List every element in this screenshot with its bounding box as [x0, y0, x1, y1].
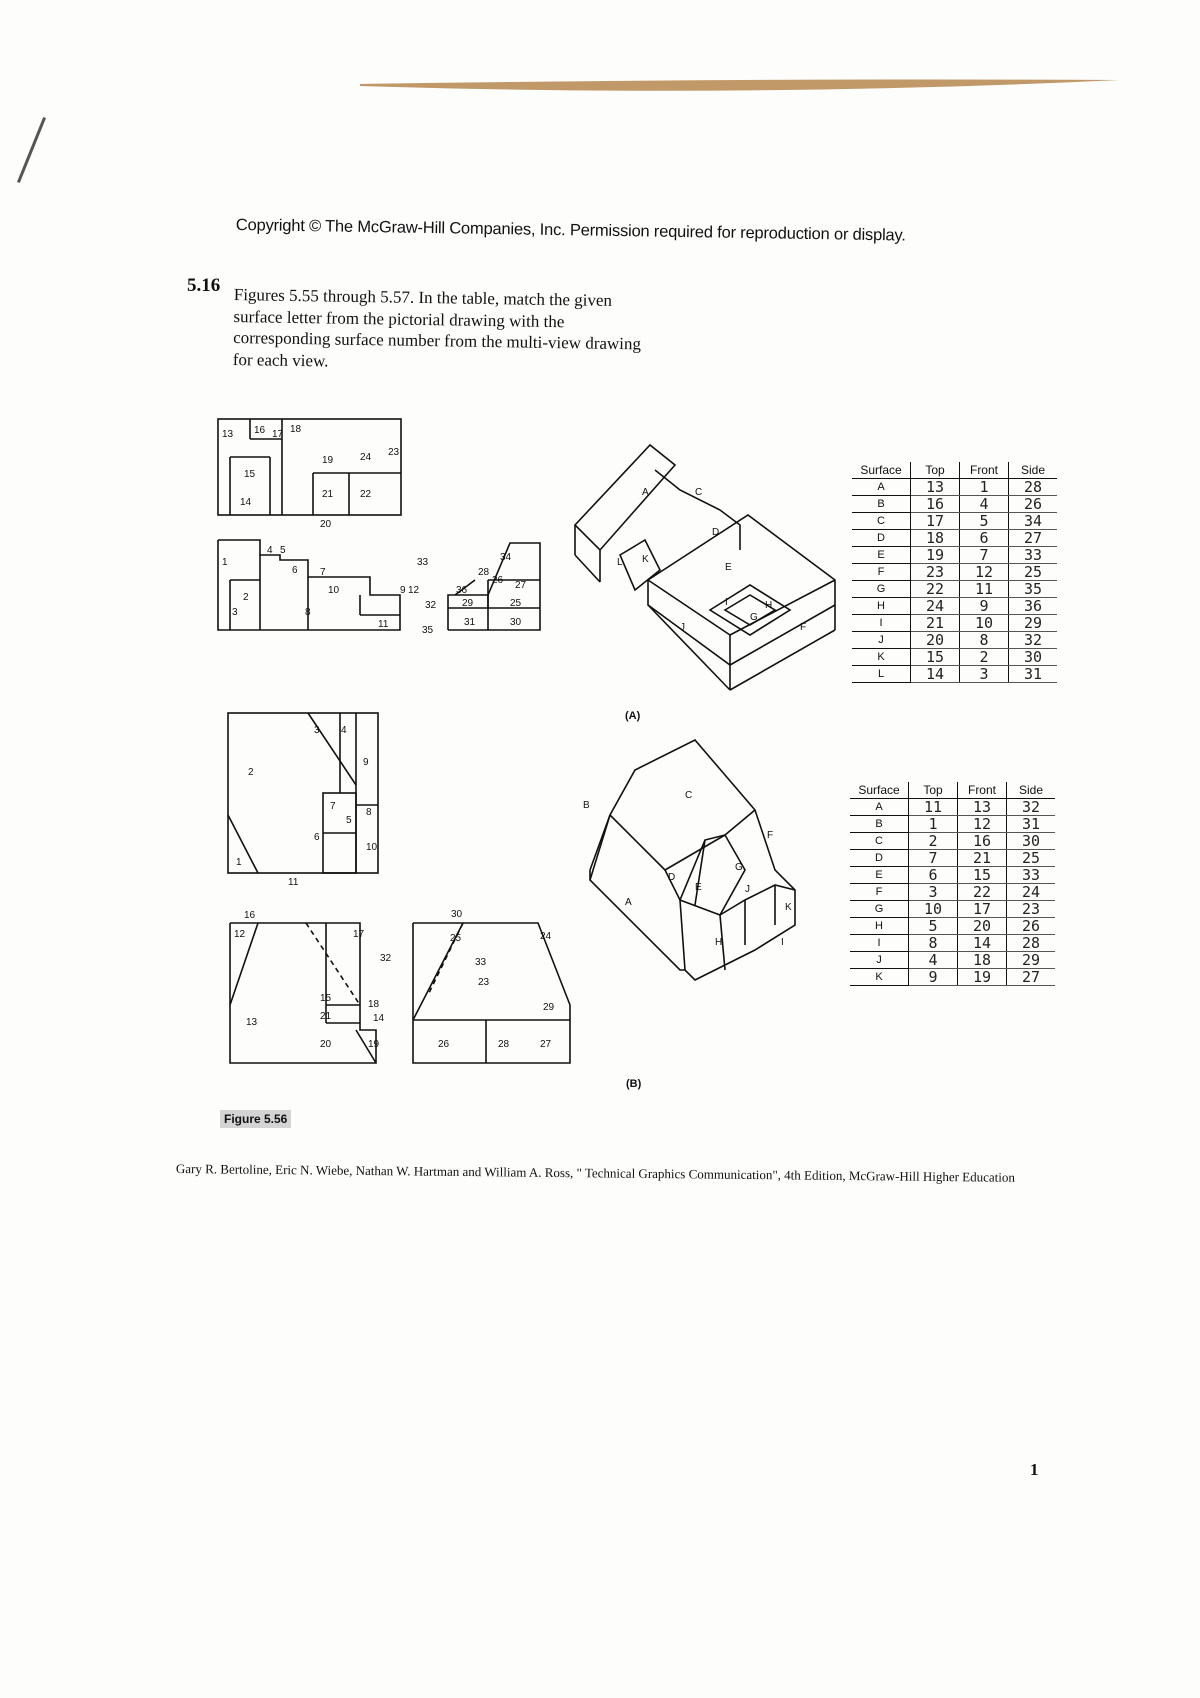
- svg-text:27: 27: [540, 1039, 552, 1050]
- panel-a-table: [852, 462, 1057, 683]
- side-cell: 35: [1009, 581, 1058, 598]
- surface-cell: J: [850, 952, 909, 969]
- top-cell: 13: [911, 479, 960, 496]
- top-cell: 4: [909, 952, 958, 969]
- side-cell: 36: [1009, 598, 1058, 615]
- svg-text:24: 24: [540, 931, 552, 942]
- svg-text:D: D: [712, 527, 720, 538]
- top-cell: 14: [911, 666, 960, 683]
- top-cell: 19: [911, 547, 960, 564]
- surface-cell: H: [850, 918, 909, 935]
- svg-text:25: 25: [450, 933, 462, 944]
- top-cell: 6: [909, 867, 958, 884]
- top-cell: 2: [909, 833, 958, 850]
- surface-cell: A: [852, 479, 911, 496]
- front-cell: 11: [960, 581, 1009, 598]
- panel-b-label: (B): [626, 1078, 642, 1090]
- svg-text:I: I: [781, 937, 784, 948]
- side-cell: 24: [1007, 884, 1056, 901]
- svg-text:35: 35: [422, 625, 434, 636]
- surface-cell: L: [852, 666, 911, 683]
- table-row: [850, 799, 1055, 816]
- svg-text:I: I: [725, 597, 728, 608]
- table-row: [852, 598, 1057, 615]
- svg-text:K: K: [785, 902, 792, 913]
- top-cell: 7: [909, 850, 958, 867]
- pencil-mark: [17, 117, 46, 183]
- header-side: Side: [1007, 782, 1056, 799]
- front-cell: 9: [960, 598, 1009, 615]
- front-cell: 20: [958, 918, 1007, 935]
- svg-text:26: 26: [438, 1039, 450, 1050]
- panel-b-pictorial: [585, 740, 845, 990]
- surface-cell: F: [852, 564, 911, 581]
- front-cell: 19: [958, 969, 1007, 986]
- top-cell: 22: [911, 581, 960, 598]
- svg-text:32: 32: [380, 953, 392, 964]
- side-cell: 28: [1007, 935, 1056, 952]
- front-cell: 21: [958, 850, 1007, 867]
- tape-strip: [360, 78, 1120, 102]
- front-cell: 6: [960, 530, 1009, 547]
- svg-text:12: 12: [408, 585, 420, 596]
- svg-text:33: 33: [417, 557, 429, 568]
- side-cell: 29: [1007, 952, 1056, 969]
- svg-text:15: 15: [320, 993, 332, 1004]
- panel-a-label: (A): [625, 710, 641, 722]
- svg-text:29: 29: [543, 1002, 555, 1013]
- side-cell: 25: [1007, 850, 1056, 867]
- surface-cell: E: [852, 547, 911, 564]
- svg-text:12: 12: [234, 929, 246, 940]
- svg-text:20: 20: [320, 1039, 332, 1050]
- svg-text:28: 28: [478, 567, 490, 578]
- svg-text:22: 22: [360, 489, 372, 500]
- front-cell: 3: [960, 666, 1009, 683]
- svg-text:7: 7: [330, 801, 336, 812]
- svg-text:H: H: [765, 600, 773, 611]
- front-cell: 7: [960, 547, 1009, 564]
- table-row: [852, 547, 1057, 564]
- surface-cell: J: [852, 632, 911, 649]
- table-row: [850, 833, 1055, 850]
- side-cell: 32: [1007, 799, 1056, 816]
- top-cell: 11: [909, 799, 958, 816]
- svg-text:8: 8: [366, 807, 372, 818]
- table-row: [850, 969, 1055, 986]
- top-cell: 8: [909, 935, 958, 952]
- svg-text:25: 25: [510, 598, 522, 609]
- side-cell: 27: [1007, 969, 1056, 986]
- svg-text:7: 7: [320, 567, 326, 578]
- svg-text:26: 26: [492, 575, 504, 586]
- svg-text:23: 23: [388, 447, 400, 458]
- svg-text:D: D: [668, 872, 676, 883]
- svg-text:30: 30: [510, 617, 522, 628]
- svg-text:5: 5: [280, 545, 286, 556]
- copyright-notice: Copyright © The McGraw-Hill Companies, Inc. Permission required for reproduction or display.: [235, 216, 906, 245]
- svg-text:20: 20: [320, 519, 332, 530]
- side-cell: 31: [1007, 816, 1056, 833]
- front-cell: 18: [958, 952, 1007, 969]
- svg-text:E: E: [695, 882, 702, 893]
- svg-text:6: 6: [292, 565, 298, 576]
- surface-cell: F: [850, 884, 909, 901]
- table-row: [852, 479, 1057, 496]
- table-row: [852, 615, 1057, 632]
- svg-text:36: 36: [456, 585, 468, 596]
- svg-text:13: 13: [246, 1017, 258, 1028]
- table-row: [852, 564, 1057, 581]
- surface-cell: B: [852, 496, 911, 513]
- svg-text:2: 2: [248, 767, 254, 778]
- surface-cell: B: [850, 816, 909, 833]
- side-cell: 32: [1009, 632, 1058, 649]
- svg-text:F: F: [767, 830, 774, 841]
- side-cell: 29: [1009, 615, 1058, 632]
- svg-text:21: 21: [320, 1011, 332, 1022]
- side-cell: 33: [1007, 867, 1056, 884]
- surface-cell: K: [852, 649, 911, 666]
- side-cell: 33: [1009, 547, 1058, 564]
- svg-text:2: 2: [243, 592, 249, 603]
- front-cell: 12: [958, 816, 1007, 833]
- svg-text:30: 30: [451, 909, 463, 920]
- top-cell: 15: [911, 649, 960, 666]
- front-cell: 12: [960, 564, 1009, 581]
- table-row: [852, 496, 1057, 513]
- surface-cell: I: [852, 615, 911, 632]
- surface-cell: G: [852, 581, 911, 598]
- problem-statement: Figures 5.55 through 5.57. In the table, match the given surface letter from the pictorial drawing with the corresponding surface number from the multi-view drawing for each view.: [232, 284, 642, 370]
- top-cell: 3: [909, 884, 958, 901]
- svg-text:G: G: [750, 612, 758, 623]
- svg-text:18: 18: [368, 999, 380, 1010]
- svg-text:19: 19: [368, 1039, 380, 1050]
- source-credit: Gary R. Bertoline, Eric N. Wiebe, Nathan W. Hartman and William A. Ross, " Technical Graphics Communication", 4th Edition, McGraw-Hill Higher Education: [175, 1161, 1016, 1185]
- table-row: [852, 666, 1057, 683]
- svg-text:31: 31: [464, 617, 476, 628]
- svg-text:10: 10: [366, 842, 378, 853]
- header-front: Front: [960, 462, 1009, 479]
- side-cell: 34: [1009, 513, 1058, 530]
- header-front: Front: [958, 782, 1007, 799]
- svg-text:H: H: [715, 937, 723, 948]
- table-row: [850, 901, 1055, 918]
- surface-cell: I: [850, 935, 909, 952]
- top-cell: 17: [911, 513, 960, 530]
- svg-text:14: 14: [373, 1013, 385, 1024]
- svg-text:A: A: [625, 897, 632, 908]
- front-cell: 14: [958, 935, 1007, 952]
- surface-cell: G: [850, 901, 909, 918]
- surface-cell: C: [852, 513, 911, 530]
- svg-text:K: K: [642, 554, 649, 565]
- front-cell: 22: [958, 884, 1007, 901]
- svg-text:F: F: [800, 622, 807, 633]
- svg-text:C: C: [685, 790, 693, 801]
- table-row: [852, 513, 1057, 530]
- front-cell: 10: [960, 615, 1009, 632]
- svg-text:18: 18: [290, 424, 302, 435]
- svg-text:C: C: [695, 487, 703, 498]
- front-cell: 1: [960, 479, 1009, 496]
- front-cell: 2: [960, 649, 1009, 666]
- svg-text:G: G: [735, 862, 743, 873]
- table-row: [850, 884, 1055, 901]
- svg-text:34: 34: [500, 552, 512, 563]
- svg-text:3: 3: [232, 607, 238, 618]
- svg-text:17: 17: [353, 929, 365, 940]
- svg-text:29: 29: [462, 598, 474, 609]
- page-number: 1: [1030, 1460, 1039, 1479]
- svg-text:L: L: [617, 557, 623, 568]
- front-cell: 17: [958, 901, 1007, 918]
- svg-text:4: 4: [267, 545, 273, 556]
- surface-cell: E: [850, 867, 909, 884]
- table-row: [850, 850, 1055, 867]
- svg-text:3: 3: [314, 725, 320, 736]
- svg-text:15: 15: [244, 469, 256, 480]
- front-cell: 5: [960, 513, 1009, 530]
- svg-text:9: 9: [363, 757, 369, 768]
- svg-text:9: 9: [400, 585, 406, 596]
- svg-text:E: E: [725, 562, 732, 573]
- surface-cell: A: [850, 799, 909, 816]
- side-cell: 23: [1007, 901, 1056, 918]
- side-cell: 30: [1009, 649, 1058, 666]
- table-row: [850, 816, 1055, 833]
- front-cell: 4: [960, 496, 1009, 513]
- svg-text:16: 16: [254, 425, 266, 436]
- top-cell: 18: [911, 530, 960, 547]
- top-cell: 9: [909, 969, 958, 986]
- svg-text:21: 21: [322, 489, 334, 500]
- svg-text:16: 16: [244, 910, 256, 921]
- surface-cell: H: [852, 598, 911, 615]
- side-cell: 31: [1009, 666, 1058, 683]
- side-cell: 25: [1009, 564, 1058, 581]
- table-row: [852, 649, 1057, 666]
- panel-a-multiview: [210, 415, 560, 645]
- panel-a-pictorial: [570, 440, 840, 690]
- surface-cell: C: [850, 833, 909, 850]
- top-cell: 10: [909, 901, 958, 918]
- top-cell: 5: [909, 918, 958, 935]
- header-top: Top: [909, 782, 958, 799]
- svg-text:1: 1: [222, 557, 228, 568]
- side-cell: 26: [1007, 918, 1056, 935]
- svg-text:27: 27: [515, 580, 527, 591]
- top-cell: 16: [911, 496, 960, 513]
- table-row: [852, 530, 1057, 547]
- surface-cell: D: [852, 530, 911, 547]
- figure-caption: Figure 5.56: [220, 1110, 291, 1128]
- svg-text:19: 19: [322, 455, 334, 466]
- svg-text:4: 4: [341, 725, 347, 736]
- top-cell: 21: [911, 615, 960, 632]
- svg-text:J: J: [680, 622, 685, 633]
- svg-text:17: 17: [272, 429, 284, 440]
- top-cell: 23: [911, 564, 960, 581]
- svg-text:B: B: [583, 800, 590, 811]
- top-cell: 24: [911, 598, 960, 615]
- svg-text:10: 10: [328, 585, 340, 596]
- header-surface: Surface: [852, 462, 911, 479]
- side-cell: 28: [1009, 479, 1058, 496]
- side-cell: 26: [1009, 496, 1058, 513]
- svg-text:J: J: [745, 884, 750, 895]
- top-cell: 20: [911, 632, 960, 649]
- panel-b-multiview: [218, 705, 578, 1075]
- panel-b-table: [850, 782, 1055, 986]
- side-cell: 27: [1009, 530, 1058, 547]
- svg-text:14: 14: [240, 497, 252, 508]
- front-cell: 13: [958, 799, 1007, 816]
- header-side: Side: [1009, 462, 1058, 479]
- front-cell: 15: [958, 867, 1007, 884]
- header-surface: Surface: [850, 782, 909, 799]
- table-row: [852, 581, 1057, 598]
- table-row: [852, 632, 1057, 649]
- svg-text:24: 24: [360, 452, 372, 463]
- svg-text:A: A: [642, 487, 649, 498]
- svg-text:6: 6: [314, 832, 320, 843]
- svg-text:11: 11: [378, 619, 389, 630]
- svg-text:5: 5: [346, 815, 352, 826]
- header-top: Top: [911, 462, 960, 479]
- table-row: [850, 918, 1055, 935]
- table-row: [850, 867, 1055, 884]
- table-row: [850, 952, 1055, 969]
- svg-text:33: 33: [475, 957, 487, 968]
- svg-text:23: 23: [478, 977, 490, 988]
- front-cell: 8: [960, 632, 1009, 649]
- svg-text:11: 11: [288, 877, 299, 888]
- front-cell: 16: [958, 833, 1007, 850]
- side-cell: 30: [1007, 833, 1056, 850]
- svg-text:1: 1: [236, 857, 242, 868]
- svg-text:28: 28: [498, 1039, 510, 1050]
- problem-number: 5.16: [187, 275, 221, 296]
- table-row: [850, 935, 1055, 952]
- surface-cell: D: [850, 850, 909, 867]
- svg-text:8: 8: [305, 607, 311, 618]
- svg-text:32: 32: [425, 600, 437, 611]
- svg-text:13: 13: [222, 429, 234, 440]
- top-cell: 1: [909, 816, 958, 833]
- surface-cell: K: [850, 969, 909, 986]
